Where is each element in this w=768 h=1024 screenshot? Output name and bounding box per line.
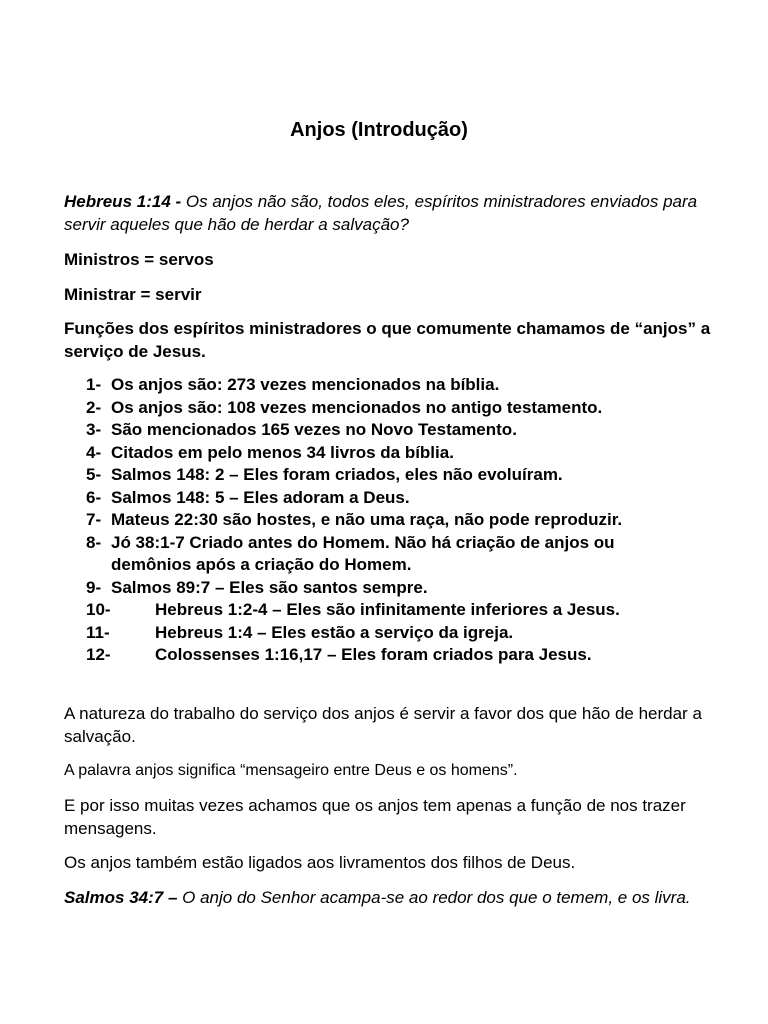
functions-intro: Funções dos espíritos ministradores o que comumente chamamos de “anjos” a serviço de Jesus. <box>64 319 711 361</box>
definition-ministrar: Ministrar = servir <box>64 285 202 304</box>
list-item: 12- Colossenses 1:16,17 – Eles foram criados para Jesus. <box>86 645 592 664</box>
list-item: 8- Jó 38:1-7 Criado antes do Homem. Não há criação de anjos ou demônios após a criação do Homem. <box>86 532 615 574</box>
paragraph-deliverance: Os anjos também estão ligados aos livramentos dos filhos de Deus. <box>64 853 576 872</box>
list-item: 4- Citados em pelo menos 34 livros da bíblia. <box>86 442 454 462</box>
verse-psalms-34-7 <box>64 887 714 910</box>
list-item: 1- Os anjos são: 273 vezes mencionados na bíblia. <box>86 375 500 394</box>
list-item: 7- Mateus 22:30 são hostes, e não uma raça, não pode reproduzir. <box>86 510 623 529</box>
functions-list <box>64 374 714 667</box>
verse-text: Os anjos não são, todos eles, espíritos ministradores enviados para servir aqueles que hão de herdar a salvação? <box>64 192 698 234</box>
verse-text: O anjo do Senhor acampa-se ao redor dos que o temem, e os livra. <box>177 888 691 907</box>
page-title: Anjos (Introdução) <box>290 119 468 141</box>
list-item: 9- Salmos 89:7 – Eles são santos sempre. <box>86 577 428 597</box>
paragraph-meaning: A palavra anjos significa “mensageiro entre Deus e os homens”. <box>64 762 518 779</box>
list-item: 11- Hebreus 1:4 – Eles estão a serviço da igreja. <box>86 622 514 642</box>
paragraph-messages: E por isso muitas vezes achamos que os anjos tem apenas a função de nos trazer mensagens. <box>64 796 686 838</box>
list-item: 3- São mencionados 165 vezes no Novo Testamento. <box>86 420 517 439</box>
paragraph-nature: A natureza do trabalho do serviço dos anjos é servir a favor dos que hão de herdar a salvação. <box>64 704 702 746</box>
verse-hebrews-1-14 <box>64 191 714 236</box>
list-item: 6- Salmos 148: 5 – Eles adoram a Deus. <box>86 487 410 507</box>
definition-ministros: Ministros = servos <box>64 250 214 269</box>
verse-reference: Hebreus 1:14 - <box>64 192 182 211</box>
list-item: 5- Salmos 148: 2 – Eles foram criados, eles não evoluíram. <box>86 465 563 484</box>
list-item: 2- Os anjos são: 108 vezes mencionados no antigo testamento. <box>86 397 603 417</box>
list-item: 10- Hebreus 1:2-4 – Eles são infinitamente inferiores a Jesus. <box>86 600 620 619</box>
verse-reference: Salmos 34:7 – <box>64 888 178 907</box>
